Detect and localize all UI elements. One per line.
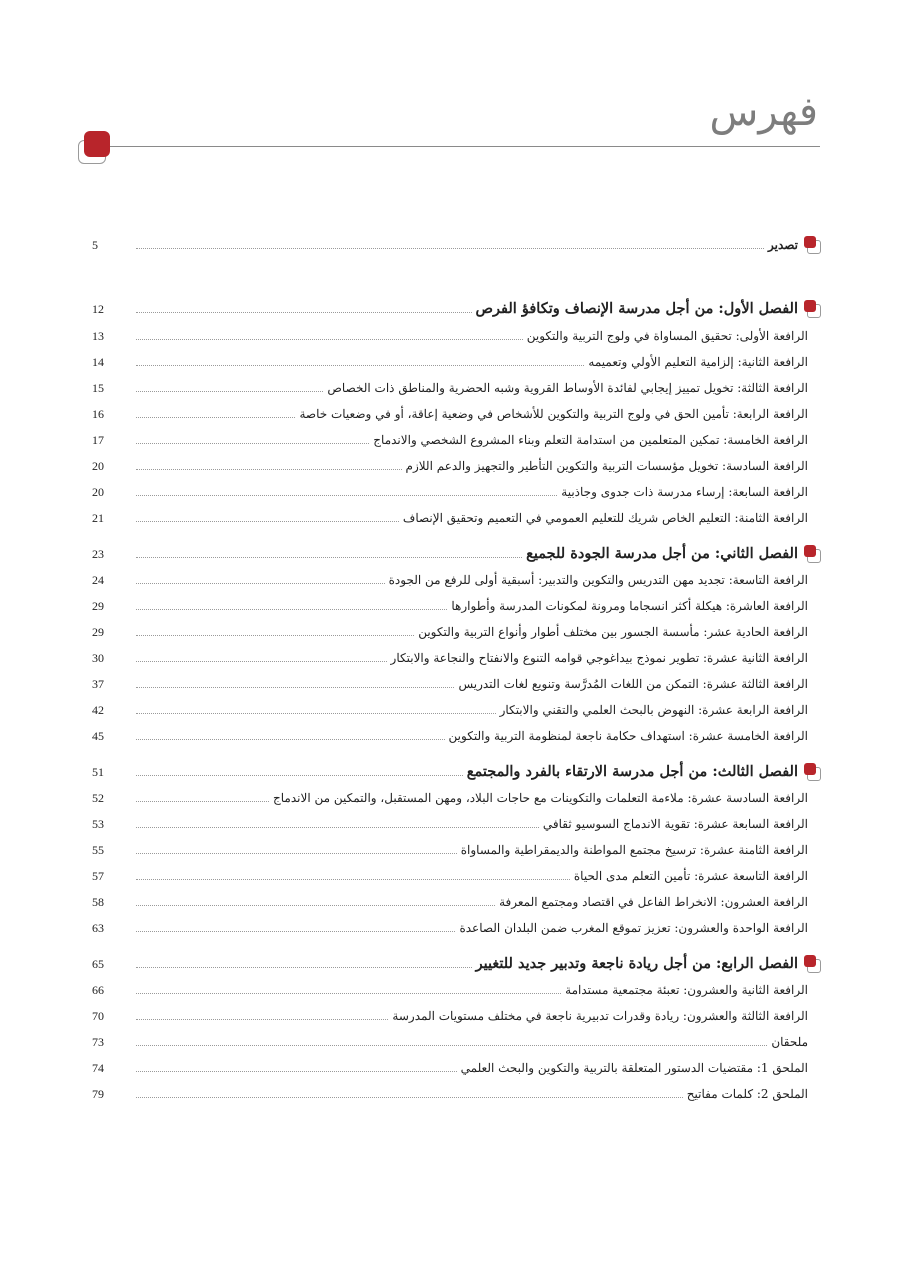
- dot-leader: [136, 686, 454, 688]
- toc-entry-label: الفصل الأول: من أجل مدرسة الإنصاف وتكافؤ الفرص: [475, 300, 798, 317]
- dot-leader: [136, 1018, 388, 1020]
- toc-entry-label: الرافعة الخامسة عشرة: استهداف حكامة ناجعة لمنظومة التربية والتكوين: [448, 729, 808, 743]
- toc-entry-label: الرافعة العاشرة: هيكلة أكثر انسجاما ومرونة لمكونات المدرسة وأطوارها: [451, 599, 808, 613]
- toc-entry[interactable]: [92, 232, 820, 254]
- toc-page-number: 21: [92, 511, 104, 525]
- toc-entry-label: الرافعة الرابعة عشرة: النهوض بالبحث العلمي والتقني والابتكار: [499, 703, 808, 717]
- toc-entry[interactable]: [92, 697, 820, 719]
- square-bullet-icon: [804, 545, 820, 561]
- toc-entry[interactable]: [92, 837, 820, 859]
- toc-entry-label: الرافعة التاسعة: تجديد مهن التدريس والتكوين والتدبير: أسبقية أولى للرفع من الجودة: [388, 573, 808, 587]
- toc-entry[interactable]: [92, 401, 820, 423]
- toc-entry-label: الرافعة السابعة عشرة: تقوية الاندماج السوسيو ثقافي: [542, 817, 808, 831]
- square-bullet-icon: [804, 763, 820, 779]
- toc-entry-label: الرافعة الثانية: إلزامية التعليم الأولي وتعميمه: [588, 355, 808, 369]
- toc-page-number: 15: [92, 381, 104, 395]
- toc-entry-label: الرافعة الحادية عشر: مأسسة الجسور بين مختلف أطوار وأنواع التربية والتكوين: [418, 625, 808, 639]
- page-title: فهرس: [709, 89, 818, 135]
- toc-chapter-entry[interactable]: [92, 296, 820, 318]
- toc-page-number: 30: [92, 651, 104, 665]
- toc-entry-label: الرافعة السادسة: تخويل مؤسسات التربية والتكوين التأطير والتجهيز والدعم اللازم: [405, 459, 808, 473]
- toc-entry-label: الرافعة الثالثة والعشرون: ريادة وقدرات تدبيرية ناجعة في مختلف مستويات المدرسة: [392, 1009, 808, 1023]
- toc-entry-label: الرافعة التاسعة عشرة: تأمين التعلم مدى الحياة: [573, 869, 808, 883]
- toc-entry-label: ملحقان: [771, 1035, 808, 1049]
- toc-entry[interactable]: [92, 505, 820, 527]
- toc-page-number: 12: [92, 302, 104, 316]
- toc-page-number: 79: [92, 1087, 104, 1101]
- toc-entry-label: الرافعة الثانية والعشرون: تعبئة مجتمعية مستدامة: [565, 983, 808, 997]
- dot-leader: [136, 582, 385, 584]
- dot-leader: [136, 468, 402, 470]
- dot-leader: [136, 520, 399, 522]
- toc-entry-label: الفصل الرابع: من أجل ريادة ناجعة وتدبير جديد للتغيير: [475, 955, 798, 972]
- toc-entry-label: الملحق 1: مقتضيات الدستور المتعلقة بالتربية والتكوين والبحث العلمي: [460, 1061, 808, 1075]
- dot-leader: [136, 1044, 767, 1046]
- toc-page-number: 65: [92, 957, 104, 971]
- dot-leader: [136, 904, 495, 906]
- square-bullet-icon: [804, 955, 820, 971]
- toc-entry[interactable]: [92, 863, 820, 885]
- toc-entry[interactable]: [92, 567, 820, 589]
- toc-page-number: 14: [92, 355, 104, 369]
- dot-leader: [136, 800, 269, 802]
- toc-entry[interactable]: [92, 479, 820, 501]
- toc-entry-label: الرافعة الخامسة: تمكين المتعلمين من استدامة التعلم وبناء المشروع الشخصي والاندماج: [373, 433, 808, 447]
- dot-leader: [136, 442, 369, 444]
- toc-entry-label: الرافعة الثانية عشرة: تطوير نموذج بيداغوجي قوامه التنوع والانفتاح والنجاعة والابتكار: [390, 651, 808, 665]
- toc-entry[interactable]: [92, 349, 820, 371]
- toc-page-number: 13: [92, 329, 104, 343]
- toc-page-number: 20: [92, 459, 104, 473]
- dot-leader: [136, 494, 557, 496]
- toc-entry-label: الرافعة الثالثة عشرة: التمكن من اللغات المُدرَّسة وتنويع لغات التدريس: [458, 677, 808, 691]
- dot-leader: [136, 338, 523, 340]
- dot-leader: [136, 247, 764, 249]
- toc-entry[interactable]: [92, 427, 820, 449]
- dot-leader: [136, 364, 584, 366]
- toc-page-number: 24: [92, 573, 104, 587]
- toc-page-number: 23: [92, 547, 104, 561]
- toc-entry[interactable]: [92, 593, 820, 615]
- toc-page-number: 29: [92, 599, 104, 613]
- toc-entry-label: الرافعة السادسة عشرة: ملاءمة التعلمات والتكوينات مع حاجات البلاد، ومهن المستقبل، والتمكين من الاندماج: [273, 791, 808, 805]
- toc-page-number: 20: [92, 485, 104, 499]
- toc-entry[interactable]: [92, 619, 820, 641]
- dot-leader: [136, 930, 455, 932]
- toc-entry-label: الرافعة الثامنة عشرة: ترسيخ مجتمع المواطنة والديمقراطية والمساواة: [460, 843, 808, 857]
- toc-page-number: 29: [92, 625, 104, 639]
- toc-entry-label: الرافعة السابعة: إرساء مدرسة ذات جدوى وجاذبية: [561, 485, 808, 499]
- toc-page-number: 42: [92, 703, 104, 717]
- dot-leader: [136, 992, 561, 994]
- dot-leader: [136, 1070, 457, 1072]
- toc-entry[interactable]: [92, 671, 820, 693]
- toc-page-number: 73: [92, 1035, 104, 1049]
- square-bullet-icon: [804, 300, 820, 316]
- toc-entry[interactable]: [92, 1081, 820, 1103]
- toc-entry-label: الرافعة الرابعة: تأمين الحق في ولوج التربية والتكوين للأشخاص في وضعية إعاقة، أو في وضعيات خاصة: [299, 407, 808, 421]
- toc-entry[interactable]: [92, 323, 820, 345]
- toc-entry[interactable]: [92, 723, 820, 745]
- square-bullet-icon: [804, 236, 820, 252]
- toc-page-number: 55: [92, 843, 104, 857]
- toc-page-number: 63: [92, 921, 104, 935]
- dot-leader: [136, 608, 447, 610]
- dot-leader: [136, 852, 457, 854]
- toc-page-number: 51: [92, 765, 104, 779]
- toc-page-number: 58: [92, 895, 104, 909]
- toc-page-number: 37: [92, 677, 104, 691]
- toc-entry[interactable]: [92, 645, 820, 667]
- toc-entry-label: الرافعة الأولى: تحقيق المساواة في ولوج التربية والتكوين: [526, 329, 808, 343]
- toc-page-number: 74: [92, 1061, 104, 1075]
- toc-entry[interactable]: [92, 375, 820, 397]
- toc-entry-label: تصدير: [767, 238, 798, 252]
- dot-leader: [136, 966, 472, 968]
- toc-entry[interactable]: [92, 1029, 820, 1051]
- toc-page-number: 45: [92, 729, 104, 743]
- toc-entry-label: الرافعة الواحدة والعشرون: تعزيز تموقع المغرب ضمن البلدان الصاعدة: [459, 921, 808, 935]
- dot-leader: [136, 390, 323, 392]
- toc-entry[interactable]: [92, 915, 820, 937]
- toc-entry[interactable]: [92, 453, 820, 475]
- toc-entry[interactable]: [92, 1055, 820, 1077]
- toc-page-number: 16: [92, 407, 104, 421]
- dot-leader: [136, 416, 295, 418]
- dot-leader: [136, 738, 445, 740]
- dot-leader: [136, 826, 539, 828]
- toc-entry-label: الرافعة العشرون: الانخراط الفاعل في اقتصاد ومجتمع المعرفة: [499, 895, 808, 909]
- toc-entry-label: الرافعة الثامنة: التعليم الخاص شريك للتعليم العمومي في التعميم وتحقيق الإنصاف: [402, 511, 808, 525]
- toc-page-number: 17: [92, 433, 104, 447]
- toc-chapter-entry[interactable]: [92, 759, 820, 781]
- toc-page-number: 5: [92, 238, 98, 252]
- toc-entry-label: الرافعة الثالثة: تخويل تمييز إيجابي لفائدة الأوساط القروية وشبه الحضرية والمناطق ذات الخصاص: [327, 381, 808, 395]
- dot-leader: [136, 311, 472, 313]
- toc-page-number: 52: [92, 791, 104, 805]
- toc-entry[interactable]: [92, 785, 820, 807]
- toc-page-number: 53: [92, 817, 104, 831]
- toc-entry[interactable]: [92, 811, 820, 833]
- toc-entry[interactable]: [92, 977, 820, 999]
- toc-chapter-entry[interactable]: [92, 951, 820, 973]
- toc-page-number: 57: [92, 869, 104, 883]
- toc-entry-label: الملحق 2: كلمات مفاتيح: [686, 1087, 808, 1101]
- toc-page-number: 70: [92, 1009, 104, 1023]
- toc-page-number: 66: [92, 983, 104, 997]
- dot-leader: [136, 660, 387, 662]
- toc-entry[interactable]: [92, 889, 820, 911]
- dot-leader: [136, 634, 414, 636]
- dot-leader: [136, 556, 522, 558]
- toc-entry-label: الفصل الثاني: من أجل مدرسة الجودة للجميع: [526, 545, 798, 562]
- dot-leader: [136, 774, 463, 776]
- toc-entry[interactable]: [92, 1003, 820, 1025]
- dot-leader: [136, 878, 570, 880]
- dot-leader: [136, 712, 496, 714]
- dot-leader: [136, 1096, 683, 1098]
- toc-chapter-entry[interactable]: [92, 541, 820, 563]
- toc-entry-label: الفصل الثالث: من أجل مدرسة الارتقاء بالفرد والمجتمع: [466, 763, 798, 780]
